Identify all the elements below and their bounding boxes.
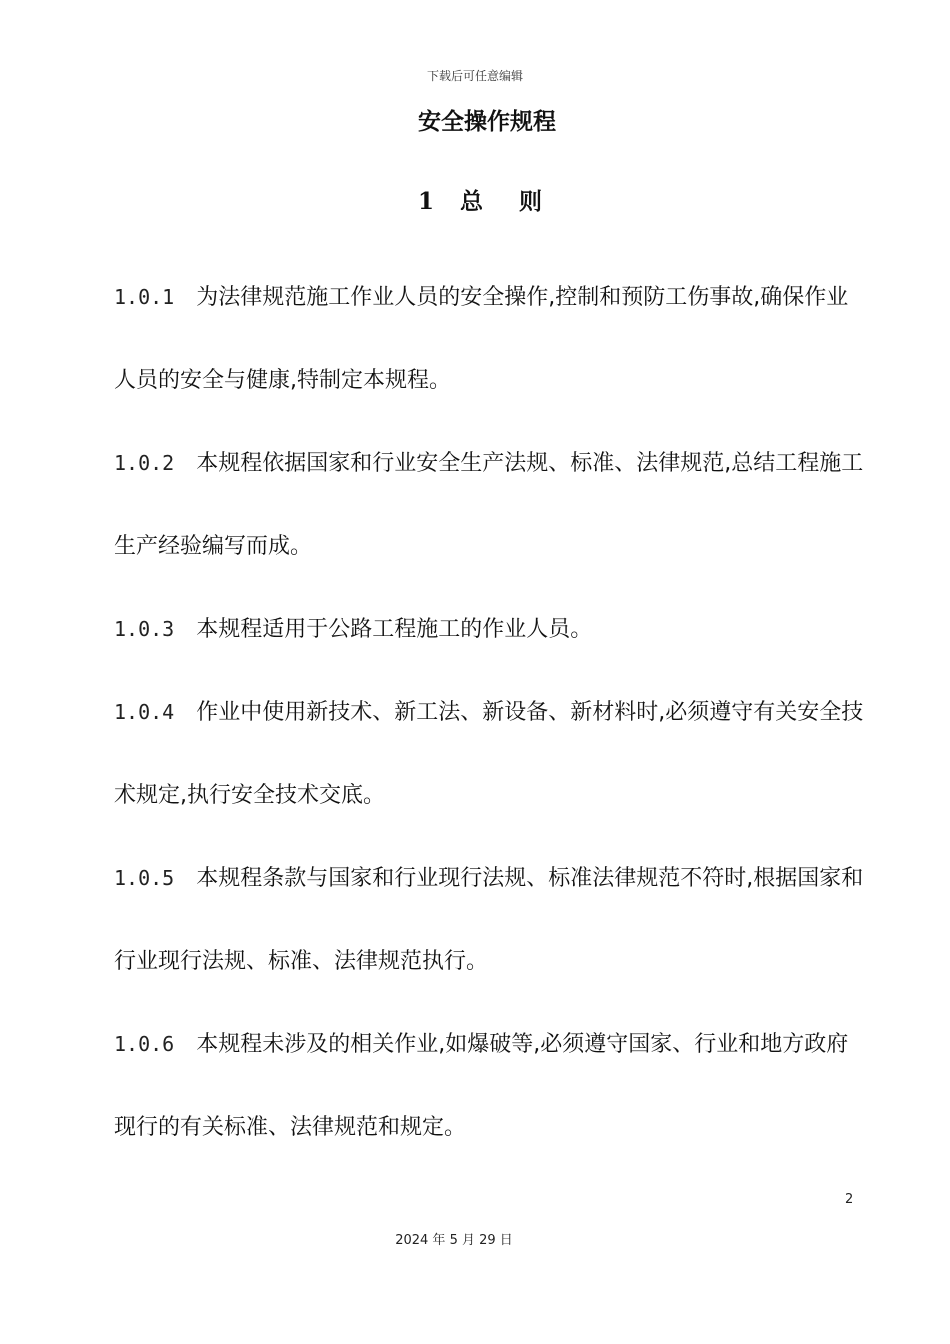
section-name: 总 则: [460, 189, 557, 215]
section-heading: [0, 183, 950, 216]
clause-item: [114, 256, 864, 422]
clause-item: [114, 1003, 864, 1169]
clause-number: 1.0.3: [114, 617, 175, 641]
clause-item: [114, 422, 864, 588]
clause-item: [114, 837, 864, 1003]
clause-number: 1.0.6: [114, 1032, 175, 1056]
header-note: 下载后可任意编辑: [426, 69, 523, 83]
clause-text: 本规程依据国家和行业安全生产法规、标准、法律规范,总结工程施工生产经验编写而成。: [114, 451, 864, 559]
clause-item: [114, 671, 864, 837]
document-title: 安全操作规程: [418, 109, 556, 135]
clause-number: 1.0.2: [114, 451, 175, 475]
clause-text: 本规程条款与国家和行业现行法规、标准法律规范不符时,根据国家和行业现行法规、标准、法律规范执行。: [114, 866, 864, 974]
clause-list: [114, 256, 864, 1169]
clause-number: 1.0.1: [114, 285, 175, 309]
clause-text: 作业中使用新技术、新工法、新设备、新材料时,必须遵守有关安全技术规定,执行安全技术交底。: [114, 700, 864, 808]
clause-item: [114, 588, 864, 671]
page-number: 2: [845, 1192, 854, 1207]
clause-text: 本规程适用于公路工程施工的作业人员。: [196, 617, 593, 642]
clause-text: 本规程未涉及的相关作业,如爆破等,必须遵守国家、行业和地方政府现行的有关标准、法律规范和规定。: [114, 1032, 849, 1140]
clause-text: 为法律规范施工作业人员的安全操作,控制和预防工伤事故,确保作业人员的安全与健康,特制定本规程。: [114, 285, 849, 393]
section-number: 1: [417, 188, 434, 215]
clause-number: 1.0.4: [114, 700, 175, 724]
footer-date: 2024 年 5 月 29 日: [395, 1233, 513, 1248]
clause-number: 1.0.5: [114, 866, 175, 890]
